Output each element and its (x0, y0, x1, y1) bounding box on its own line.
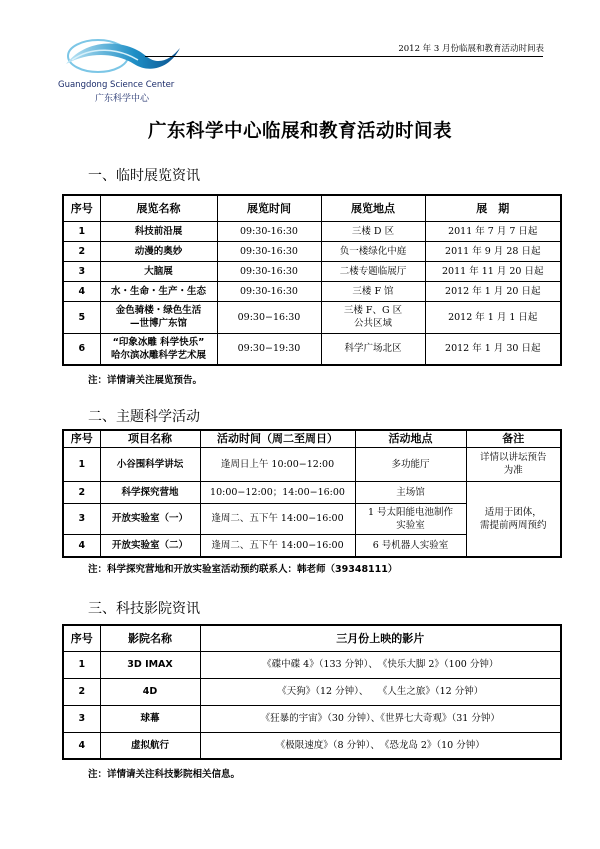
table-row (63, 732, 561, 759)
table-row (63, 651, 561, 678)
cinema-name: 球幕 (100, 705, 200, 732)
exhibition-time: 09:30−16:30 (217, 301, 321, 333)
cinema-name: 3D IMAX (100, 651, 200, 678)
row-number: 1 (63, 221, 100, 241)
activity-remark-merged: 适用于团体， 需提前两周预约 (466, 481, 561, 557)
exhibition-time: 09:30−19:30 (217, 333, 321, 365)
activity-place: 主场馆 (355, 481, 466, 503)
table-row (63, 261, 561, 281)
page-title: 广东科学中心临展和教育活动时间表 (147, 121, 452, 142)
exhibition-name: 金色骑楼・绿色生活 —世博广东馆 (100, 301, 217, 333)
exhibition-period: 2012 年 1 月 1 日起 (425, 301, 561, 333)
table-row (63, 333, 561, 365)
table-row (63, 301, 561, 333)
activity-name: 小谷围科学讲坛 (100, 447, 200, 481)
activity-place: 6 号机器人实验室 (355, 534, 466, 557)
col-header: 活动地点 (355, 430, 466, 447)
section1-note: 注：详情请关注展览预告。 (88, 375, 203, 386)
row-number: 1 (63, 447, 100, 481)
col-header: 展览名称 (100, 195, 217, 221)
table-row (63, 705, 561, 732)
activity-time: 逢周二、五下午 14:00−16:00 (200, 503, 355, 534)
exhibition-period: 2011 年 7 月 7 日起 (425, 221, 561, 241)
row-number: 4 (63, 732, 100, 759)
cinema-name: 4D (100, 678, 200, 705)
table-header-row (63, 625, 561, 651)
activity-name: 开放实验室（一） (100, 503, 200, 534)
section2-heading: 二、主题科学活动 (88, 409, 200, 425)
exhibition-place: 三楼 F、G 区 公共区域 (321, 301, 425, 333)
col-header: 展览时间 (217, 195, 321, 221)
activity-time: 逢周二、五下午 14:00−16:00 (200, 534, 355, 557)
row-number: 2 (63, 481, 100, 503)
section3-note: 注：详情请关注科技影院相关信息。 (88, 769, 241, 780)
section1-heading: 一、临时展览资讯 (88, 168, 200, 184)
exhibition-place: 二楼专题临展厅 (321, 261, 425, 281)
col-header: 项目名称 (100, 430, 200, 447)
cinema-films: 《碟中碟 4》（133 分钟）、 《快乐大脚 2》（100 分钟） (200, 651, 561, 678)
col-header: 备注 (466, 430, 561, 447)
exhibition-period: 2011 年 9 月 28 日起 (425, 241, 561, 261)
cinema-name: 虚拟航行 (100, 732, 200, 759)
row-number: 2 (63, 241, 100, 261)
section3-heading: 三、科技影院资讯 (88, 601, 200, 617)
table-header-row (63, 195, 561, 221)
col-header: 三月份上映的影片 (200, 625, 561, 651)
exhibition-period: 2012 年 1 月 20 日起 (425, 281, 561, 301)
exhibition-place: 科学广场北区 (321, 333, 425, 365)
exhibition-period: 2012 年 1 月 30 日起 (425, 333, 561, 365)
col-header: 影院名称 (100, 625, 200, 651)
cinema-films: 《天狗》（12 分钟）、 《人生之旅》（12 分钟） (200, 678, 561, 705)
cinema-table (62, 624, 562, 760)
table-row (63, 221, 561, 241)
header-rule (145, 56, 543, 57)
row-number: 1 (63, 651, 100, 678)
activity-name: 科学探究营地 (100, 481, 200, 503)
col-header: 序号 (63, 430, 100, 447)
logo-english-name: Guangdong Science Center (58, 80, 175, 90)
activity-time: 逢周日上午 10:00−12:00 (200, 447, 355, 481)
exhibition-time: 09:30-16:30 (217, 241, 321, 261)
row-number: 3 (63, 705, 100, 732)
col-header: 序号 (63, 625, 100, 651)
row-number: 6 (63, 333, 100, 365)
exhibition-name: 水・生命・生产・生态 (100, 281, 217, 301)
col-header: 展览地点 (321, 195, 425, 221)
col-header: 活动时间（周二至周日） (200, 430, 355, 447)
exhibition-time: 09:30-16:30 (217, 281, 321, 301)
cinema-films: 《极限速度》（8 分钟）、 《恐龙岛 2》（10 分钟） (200, 732, 561, 759)
table-row (63, 281, 561, 301)
exhibition-name: “印象冰雕 科学快乐” 哈尔滨冰雕科学艺术展 (100, 333, 217, 365)
cinema-films: 《狂暴的宇宙》（30 分钟）、《世界七大奇观》（31 分钟） (200, 705, 561, 732)
row-number: 5 (63, 301, 100, 333)
exhibition-place: 三楼 D 区 (321, 221, 425, 241)
activity-place: 1 号太阳能电池制作 实验室 (355, 503, 466, 534)
exhibition-place: 三楼 F 馆 (321, 281, 425, 301)
activity-table (62, 429, 562, 558)
row-number: 3 (63, 261, 100, 281)
activity-time: 10:00−12:00；14:00−16:00 (200, 481, 355, 503)
exhibition-place: 负一楼绿化中庭 (321, 241, 425, 261)
exhibition-name: 大脑展 (100, 261, 217, 281)
row-number: 3 (63, 503, 100, 534)
table-row (63, 447, 561, 481)
row-number: 4 (63, 281, 100, 301)
exhibition-name: 科技前沿展 (100, 221, 217, 241)
section2-note: 注：科学探究营地和开放实验室活动预约联系人：韩老师（39348111） (88, 564, 398, 575)
table-row (63, 241, 561, 261)
row-number: 4 (63, 534, 100, 557)
row-number: 2 (63, 678, 100, 705)
table-header-row (63, 430, 561, 447)
activity-remark: 详情以讲坛预告 为准 (466, 447, 561, 481)
running-header: 2012 年 3 月份临展和教育活动时间表 (398, 44, 544, 54)
exhibition-time: 09:30-16:30 (217, 221, 321, 241)
logo-chinese-name: 广东科学中心 (95, 94, 150, 104)
exhibition-table (62, 194, 562, 366)
table-row (63, 678, 561, 705)
exhibition-time: 09:30-16:30 (217, 261, 321, 281)
exhibition-period: 2011 年 11 月 20 日起 (425, 261, 561, 281)
exhibition-name: 动漫的奥妙 (100, 241, 217, 261)
table-row (63, 481, 561, 503)
col-header: 序号 (63, 195, 100, 221)
col-header: 展 期 (425, 195, 561, 221)
activity-name: 开放实验室（二） (100, 534, 200, 557)
activity-place: 多功能厅 (355, 447, 466, 481)
